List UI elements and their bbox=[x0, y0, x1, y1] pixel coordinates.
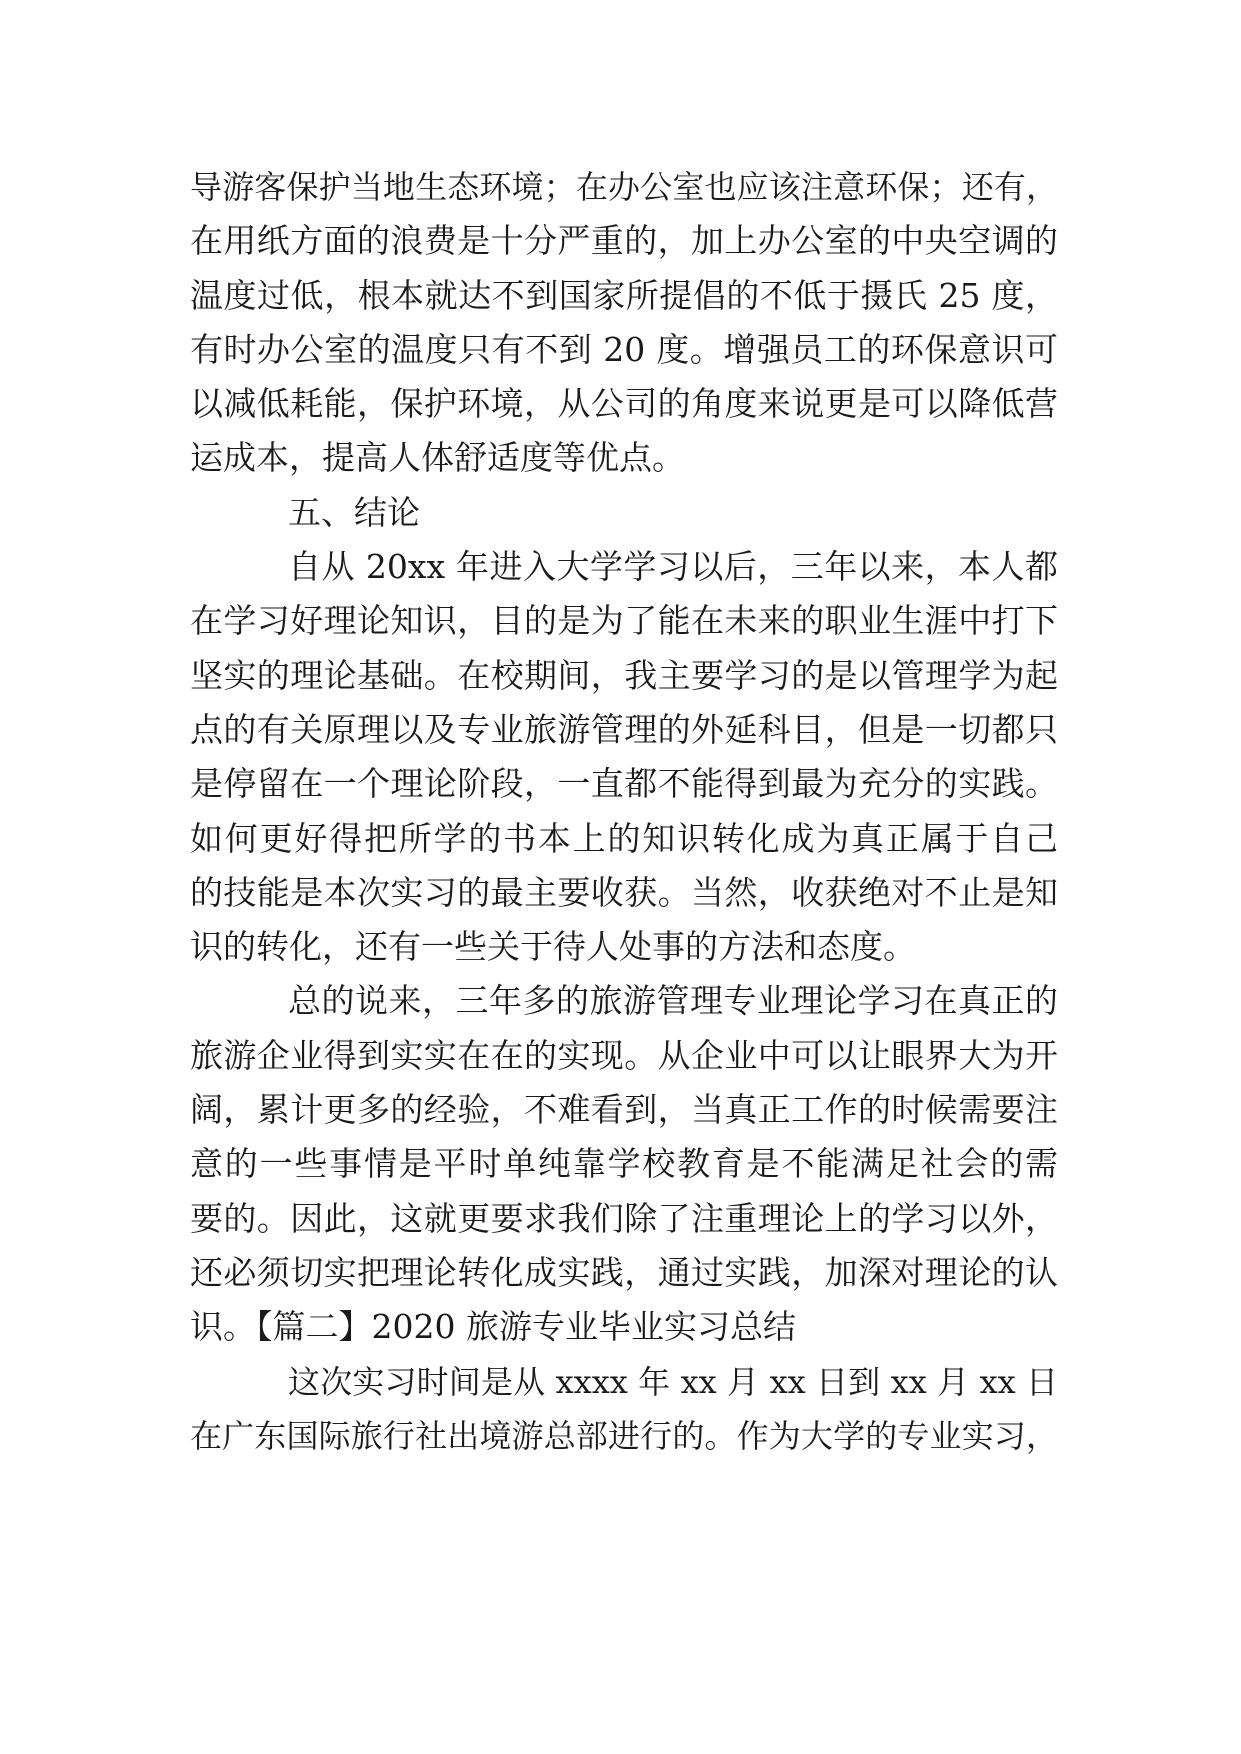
text-line: 是停留在一个理论阶段，一直都不能得到最为充分的实践。 bbox=[190, 764, 1058, 804]
text-line: 识的转化，还有一些关于待人处事的方法和态度。 bbox=[190, 927, 916, 967]
text-line: 以减低耗能，保护环境，从公司的角度来说更是可以降低营 bbox=[190, 384, 1058, 424]
text-line: 点的有关原理以及专业旅游管理的外延科目，但是一切都只 bbox=[190, 709, 1058, 749]
text-line: 自从 20xx 年进入大学学习以后，三年以来，本人都 bbox=[288, 547, 1058, 587]
text-line: 运成本，提高人体舒适度等优点。 bbox=[190, 438, 685, 478]
text-line: 这次实习时间是从 xxxx 年 xx 月 xx 日到 xx 月 xx 日 bbox=[288, 1362, 1058, 1401]
text-line: 总的说来，三年多的旅游管理专业理论学习在真正的 bbox=[288, 981, 1058, 1021]
text-line: 要的。因此，这就更要求我们除了注重理论上的学习以外， bbox=[190, 1198, 1058, 1238]
text-line: 如何更好得把所学的书本上的知识转化成为真正属于自己 bbox=[190, 818, 1058, 858]
text-line: 温度过低，根本就达不到国家所提倡的不低于摄氏 25 度， bbox=[190, 275, 1058, 315]
text-line: 还必须切实把理论转化成实践，通过实践，加深对理论的认 bbox=[190, 1252, 1058, 1292]
text-line: 在广东国际旅行社出境游总部进行的。作为大学的专业实习， bbox=[190, 1416, 1058, 1455]
text-line: 有时办公室的温度只有不到 20 度。增强员工的环保意识可 bbox=[190, 329, 1058, 369]
text-line: 识。【篇二】2020 旅游专业毕业实习总结 bbox=[190, 1307, 796, 1347]
text-line: 坚实的理论基础。在校期间，我主要学习的是以管理学为起 bbox=[190, 655, 1058, 695]
text-line: 意的一些事情是平时单纯靠学校教育是不能满足社会的需 bbox=[190, 1144, 1058, 1184]
text-line: 的技能是本次实习的最主要收获。当然，收获绝对不止是知 bbox=[190, 872, 1058, 912]
text-line: 在学习好理论知识，目的是为了能在未来的职业生涯中打下 bbox=[190, 601, 1058, 641]
text-line: 导游客保护当地生态环境；在办公室也应该注意环保；还有， bbox=[190, 168, 1058, 206]
text-line: 在用纸方面的浪费是十分严重的，加上办公室的中央空调的 bbox=[190, 221, 1058, 261]
text-line: 旅游企业得到实实在在的实现。从企业中可以让眼界大为开 bbox=[190, 1035, 1058, 1075]
document-body bbox=[190, 160, 1058, 1463]
text-line: 阔，累计更多的经验，不难看到，当真正工作的时候需要注 bbox=[190, 1090, 1058, 1130]
text-line: 五、结论 bbox=[288, 492, 420, 532]
